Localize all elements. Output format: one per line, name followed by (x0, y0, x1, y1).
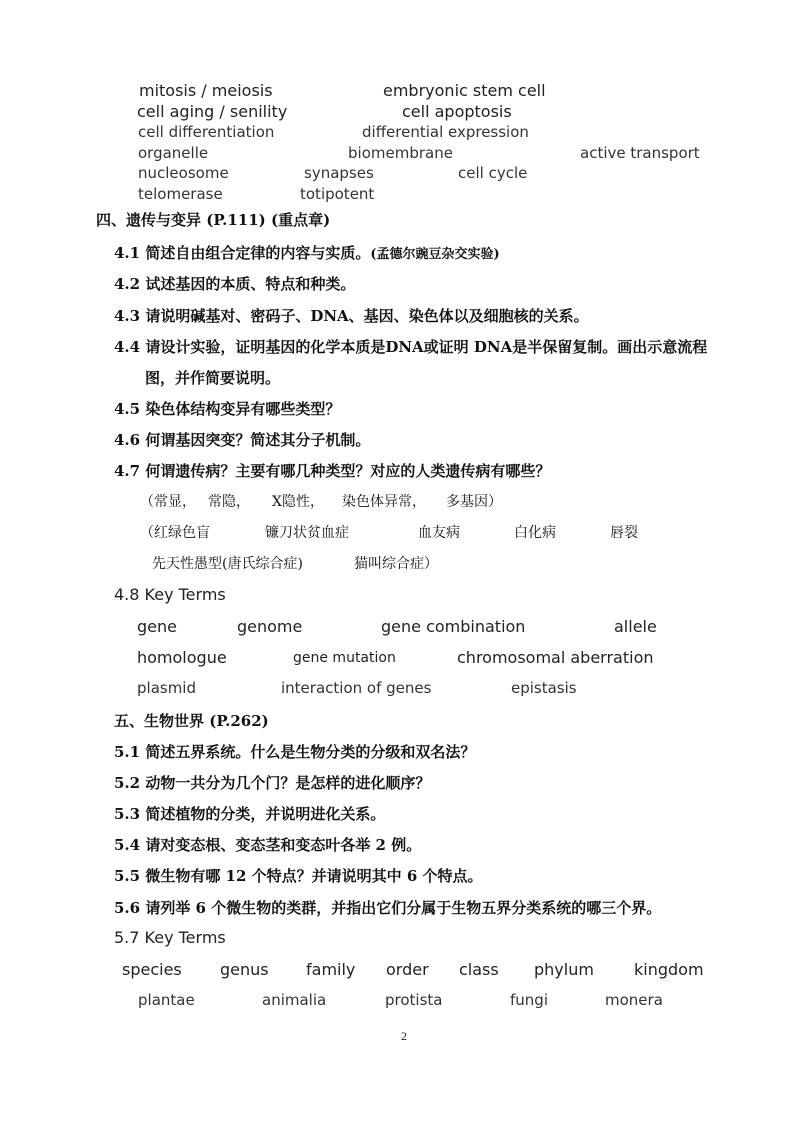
term-class: class (459, 960, 499, 979)
term-cell-aging: cell aging / senility (137, 102, 288, 121)
inheritance-type-2: 常隐， (208, 494, 250, 510)
inheritance-type-5: 多基因） (446, 494, 502, 510)
term-phylum: phylum (534, 960, 594, 979)
question-5-3: 5.3 简述植物的分类，并说明进化关系。 (114, 805, 386, 823)
question-5-4: 5.4 请对变态根、变态茎和变态叶各举 2 例。 (114, 836, 422, 854)
disease-cri-du-chat: 猫叫综合症） (354, 556, 438, 572)
question-5-2: 5.2 动物一共分为几个门？是怎样的进化顺序？ (114, 774, 431, 792)
section-4-heading: 四、遗传与变异 (P.111) (重点章) (96, 211, 331, 229)
term-allele: allele (614, 617, 657, 636)
term-cell-cycle: cell cycle (458, 164, 528, 182)
term-genome: genome (237, 617, 303, 636)
inheritance-type-1: （常显， (140, 494, 196, 510)
disease-color-blindness: （红绿色盲 (140, 525, 210, 541)
term-order: order (386, 960, 429, 979)
question-4-1-text: 4.1 简述自由组合定律的内容与实质。 (114, 244, 371, 262)
question-4-3: 4.3 请说明碱基对、密码子、DNA、基因、染色体以及细胞核的关系。 (114, 307, 589, 325)
term-nucleosome: nucleosome (138, 164, 229, 182)
term-homologue: homologue (137, 648, 227, 667)
key-terms-4-8-title: 4.8 Key Terms (114, 585, 226, 604)
question-4-1-note: (孟德尔豌豆杂交实验) (370, 247, 500, 262)
term-embryonic-stem-cell: embryonic stem cell (383, 81, 546, 100)
term-differential-expression: differential expression (362, 123, 529, 141)
term-cell-differentiation: cell differentiation (138, 123, 275, 141)
term-animalia: animalia (262, 991, 327, 1009)
disease-hemophilia: 血友病 (418, 525, 460, 541)
question-4-4-continued: 图，并作简要说明。 (145, 369, 281, 387)
disease-sickle-cell: 镰刀状贫血症 (265, 525, 349, 541)
term-chromosomal-aberration: chromosomal aberration (457, 648, 654, 667)
term-epistasis: epistasis (511, 679, 577, 697)
term-cell-apoptosis: cell apoptosis (402, 102, 512, 121)
question-4-6: 4.6 何谓基因突变？简述其分子机制。 (114, 431, 371, 449)
term-telomerase: telomerase (138, 185, 223, 203)
inheritance-type-3: X隐性， (272, 494, 324, 510)
term-biomembrane: biomembrane (348, 144, 453, 162)
disease-albinism: 白化病 (514, 525, 556, 541)
term-gene: gene (137, 617, 177, 636)
term-totipotent: totipotent (300, 185, 375, 203)
term-gene-mutation: gene mutation (293, 650, 396, 666)
term-interaction-of-genes: interaction of genes (281, 679, 432, 697)
term-mitosis-meiosis: mitosis / meiosis (139, 81, 273, 100)
disease-cleft-lip: 唇裂 (610, 525, 638, 541)
page-number: 2 (401, 1029, 407, 1043)
question-4-4: 4.4 请设计实验，证明基因的化学本质是DNA或证明 DNA是半保留复制。画出示意流程 (114, 338, 708, 356)
question-5-6: 5.6 请列举 6 个微生物的类群，并指出它们分属于生物五界分类系统的哪三个界。 (114, 899, 662, 917)
term-plantae: plantae (138, 991, 195, 1009)
term-family: family (306, 960, 356, 979)
question-4-7: 4.7 何谓遗传病？主要有哪几种类型？对应的人类遗传病有哪些？ (114, 462, 551, 480)
term-organelle: organelle (138, 144, 209, 162)
term-synapses: synapses (304, 164, 374, 182)
question-4-2: 4.2 试述基因的本质、特点和种类。 (114, 275, 356, 293)
term-monera: monera (605, 991, 663, 1009)
term-gene-combination: gene combination (381, 617, 526, 636)
term-protista: protista (385, 991, 443, 1009)
term-plasmid: plasmid (137, 679, 196, 697)
question-4-1 (114, 242, 500, 263)
term-active-transport: active transport (580, 144, 700, 162)
question-4-5: 4.5 染色体结构变异有哪些类型？ (114, 400, 341, 418)
key-terms-5-7-title: 5.7 Key Terms (114, 928, 226, 947)
term-kingdom: kingdom (634, 960, 704, 979)
inheritance-type-4: 染色体异常， (342, 494, 426, 510)
term-fungi: fungi (510, 991, 548, 1009)
section-5-heading: 五、生物世界 (P.262) (114, 712, 269, 730)
question-5-1: 5.1 简述五界系统。什么是生物分类的分级和双名法？ (114, 743, 476, 761)
term-genus: genus (220, 960, 269, 979)
question-5-5: 5.5 微生物有哪 12 个特点？并请说明其中 6 个特点。 (114, 867, 483, 885)
term-species: species (122, 960, 182, 979)
disease-down-syndrome: 先天性愚型(唐氏综合症) (152, 556, 303, 572)
